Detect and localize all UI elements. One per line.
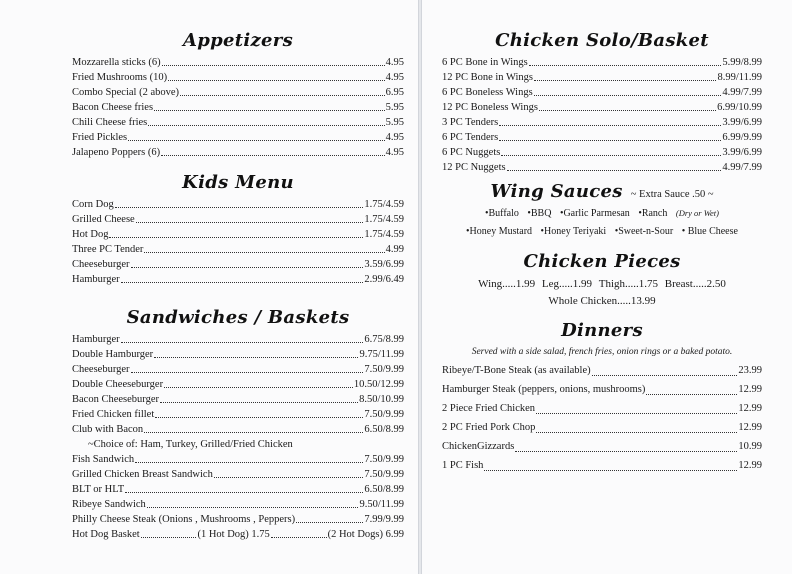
menu-item-price: 1.75/4.59 [364,199,404,210]
menu-item-name: Cheeseburger [72,364,130,375]
piece-price: Breast.....2.50 [664,278,726,290]
menu-item-price: 6.75/8.99 [364,334,404,345]
leader-dots [161,155,385,156]
menu-item-price: 5.95 [385,117,404,128]
leader-dots [499,140,721,141]
leader-dots [109,237,363,238]
menu-item-name: Three PC Tender [72,244,144,255]
menu-item-name: Double Cheeseburger [72,379,164,390]
menu-item-row [72,257,404,272]
menu-item-row [72,482,404,497]
menu-item-row [442,100,762,115]
menu-item-row [72,452,404,467]
leader-dots [296,522,363,523]
piece-price: Wing.....1.99 [478,278,536,290]
menu-item-price: 1.75/4.59 [364,214,404,225]
leader-dots [539,110,716,111]
leader-dots [529,65,722,66]
menu-item-name: Hamburger [72,334,120,345]
menu-item-name: 3 PC Tenders [442,117,499,128]
menu-item-row [442,70,762,85]
menu-item-name: Club with Bacon [72,424,144,435]
sandwiches-heading: Sandwiches / Baskets [126,307,350,328]
menu-item-row [72,332,404,347]
menu-item-name: 2 PC Fried Pork Chop [442,422,536,433]
leader-dots [499,125,721,126]
menu-item-row [72,497,404,512]
menu-item-row [442,456,762,475]
menu-item-price: 6.50/8.99 [364,424,404,435]
leader-dots [121,282,364,283]
menu-item-name: 6 PC Tenders [442,132,499,143]
sauce-line-1 [442,204,762,223]
menu-item-row [72,467,404,482]
menu-item-price: 12.99 [738,422,762,433]
menu-item-name: Fried Pickles [72,132,128,143]
leader-dots [534,80,716,81]
menu-item-name: Chili Cheese fries [72,117,148,128]
menu-item-name: Hamburger Steak (peppers, onions, mushrooms) [442,384,646,395]
appetizers-list [72,55,404,160]
menu-item-row [72,145,404,160]
menu-item-name: Bacon Cheese fries [72,102,154,113]
leader-dots [592,375,738,376]
leader-dots [507,170,722,171]
menu-item-price: 8.99/11.99 [717,72,762,83]
leader-dots [115,207,364,208]
sandwiches-list-b [72,452,404,527]
menu-item-price: 3.59/6.99 [364,259,404,270]
sauce-item: • Blue Cheese [681,226,738,237]
menu-item-price: 2.99/6.49 [364,274,404,285]
dinners-subtitle: Served with a side salad, french fries, onion rings or a baked potato. [471,347,733,357]
menu-item-price: 4.95 [385,147,404,158]
menu-item-name: Jalapeno Poppers (6) [72,147,161,158]
menu-item-name: Fish Sandwich [72,454,135,465]
menu-item-price: 6.99/9.99 [722,132,762,143]
leader-dots [131,372,364,373]
menu-item-row [442,145,762,160]
menu-item-row [442,85,762,100]
chicken-pieces-heading: Chicken Pieces [523,251,681,272]
kids-menu-list [72,197,404,287]
menu-item-name: Fried Chicken fillet [72,409,155,420]
menu-item-row [442,55,762,70]
menu-item-row [72,392,404,407]
menu-item-row [442,160,762,175]
menu-item-price: 5.99/8.99 [722,57,762,68]
leader-dots [135,462,363,463]
menu-item-price: 7.50/9.99 [364,409,404,420]
menu-item-price: 4.95 [385,57,404,68]
sauce-item: •BBQ [527,208,552,219]
wing-sauces-header [442,181,762,202]
sandwich-choice-note: ~Choice of: Ham, Turkey, Grilled/Fried Chicken [88,439,293,450]
sauce-item: •Ranch [638,208,668,219]
leader-dots [136,222,364,223]
leader-dots [164,387,353,388]
sauce-item: •Garlic Parmesan [559,208,630,219]
leader-dots [501,155,721,156]
chicken-solo-list [442,55,762,175]
sauce-line-2 [442,223,762,241]
menu-item-name: 2 Piece Fried Chicken [442,403,536,414]
menu-item-name: Hamburger [72,274,120,285]
menu-item-name: Grilled Cheese [72,214,135,225]
menu-item-price: (2 Hot Dogs) 6.99 [327,529,405,540]
menu-item-row [72,422,404,437]
menu-item-row [442,361,762,380]
leader-dots [148,125,384,126]
leader-dots [162,65,385,66]
leader-dots [154,357,358,358]
chicken-pieces-line-1 [442,276,762,293]
leader-dots [154,110,385,111]
menu-item-price: 9.75/11.99 [359,349,404,360]
menu-item-name: 12 PC Bone in Wings [442,72,533,83]
menu-item-price: 4.95 [385,132,404,143]
menu-item-price: 5.95 [385,102,404,113]
chicken-solo-heading: Chicken Solo/Basket [495,30,709,51]
leader-dots [180,95,385,96]
menu-item-name: 1 PC Fish [442,460,484,471]
menu-item-price: 4.99 [385,244,404,255]
leader-dots [155,417,363,418]
menu-item-name: Double Hamburger [72,349,154,360]
leader-dots [144,252,384,253]
menu-item-name: BLT or HLT [72,484,125,495]
menu-item-row [72,347,404,362]
menu-item-name: Ribeye/T-Bone Steak (as available) [442,365,591,376]
menu-item-row [442,418,762,437]
leader-dots [646,394,737,395]
leader-dots [271,537,327,538]
extra-sauce-note: ~ Extra Sauce .50 ~ [630,189,714,200]
menu-item-price: 4.99/7.99 [722,162,762,173]
menu-item-name: Mozzarella sticks (6) [72,57,161,68]
menu-item-price: 10.50/12.99 [353,379,404,390]
menu-item-name: Fried Mushrooms (10) [72,72,168,83]
menu-item-row [442,437,762,456]
leader-dots [128,140,385,141]
leader-dots [125,492,363,493]
menu-item-price: 7.50/9.99 [364,454,404,465]
menu-item-name: Hot Dog [72,229,109,240]
sauce-item: •Sweet-n-Sour [614,226,674,237]
whole-chicken-line: Whole Chicken.....13.99 [548,295,656,307]
menu-item-row [72,197,404,212]
sauce-item: •Honey Teriyaki [540,226,607,237]
menu-item-name: Cheeseburger [72,259,130,270]
leader-dots [141,537,197,538]
leader-dots [121,342,364,343]
leader-dots [534,95,722,96]
menu-item-row [442,399,762,418]
menu-item-price: 23.99 [738,365,762,376]
kids-menu-heading: Kids Menu [182,172,294,193]
menu-item-row [72,227,404,242]
menu-item-row [72,115,404,130]
menu-item-row [442,115,762,130]
menu-item-price: (1 Hot Dog) 1.75 [197,529,270,540]
menu-item-price: 1.75/4.59 [364,229,404,240]
menu-item-price: 3.99/6.99 [722,117,762,128]
menu-item-price: 6.50/8.99 [364,484,404,495]
menu-item-price: 7.99/9.99 [364,514,404,525]
menu-item-price: 6.99/10.99 [717,102,762,113]
menu-item-name: Corn Dog [72,199,114,210]
menu-item-row [72,362,404,377]
leader-dots [214,477,363,478]
menu-item-price: 8.50/10.99 [359,394,404,405]
wing-sauces-heading: Wing Sauces [490,181,623,202]
leader-dots [515,451,737,452]
menu-item-name: 6 PC Boneless Wings [442,87,533,98]
sandwiches-list-a [72,332,404,437]
menu-item-row [442,130,762,145]
menu-item-row [72,407,404,422]
leader-dots [484,470,737,471]
sauce-item: •Buffalo [485,208,519,219]
menu-item-price: 7.50/9.99 [364,469,404,480]
ranch-note: (Dry or Wet) [675,208,719,218]
menu-item-row [442,380,762,399]
menu-item-row [72,55,404,70]
menu-item-price: 4.95 [385,72,404,83]
menu-item-price: 12.99 [738,384,762,395]
piece-price: Thigh.....1.75 [598,278,659,290]
menu-item-row [72,212,404,227]
menu-item-price: 10.99 [738,441,762,452]
menu-item-name: 12 PC Nuggets [442,162,506,173]
leader-dots [168,80,385,81]
leader-dots [536,432,737,433]
menu-item-row [72,242,404,257]
menu-item-row [72,100,404,115]
dinners-heading: Dinners [561,320,643,341]
sauce-item: •Honey Mustard [466,226,533,237]
menu-item-row [72,70,404,85]
menu-item-price: 3.99/6.99 [722,147,762,158]
menu-item-price: 7.50/9.99 [364,364,404,375]
menu-item-price: 4.99/7.99 [722,87,762,98]
menu-item-name: Bacon Cheeseburger [72,394,159,405]
leader-dots [131,267,364,268]
menu-item-name: 6 PC Bone in Wings [442,57,528,68]
menu-item-name: 12 PC Boneless Wings [442,102,538,113]
leader-dots [536,413,737,414]
menu-item-row [72,85,404,100]
leader-dots [147,507,359,508]
appetizers-heading: Appetizers [182,30,294,51]
menu-item-name: Philly Cheese Steak (Onions , Mushrooms , Peppers) [72,514,296,525]
menu-item-row [72,130,404,145]
dinners-list [442,361,762,475]
menu-item-row [72,527,404,542]
menu-item-name: Combo Special (2 above) [72,87,180,98]
leader-dots [160,402,358,403]
menu-item-name: Grilled Chicken Breast Sandwich [72,469,213,480]
menu-item-row [72,512,404,527]
menu-item-name: 6 PC Nuggets [442,147,501,158]
piece-price: Leg.....1.99 [541,278,592,290]
menu-item-price: 6.95 [385,87,404,98]
menu-item-row [72,377,404,392]
menu-item-name: Ribeye Sandwich [72,499,146,510]
leader-dots [144,432,363,433]
menu-item-row [72,272,404,287]
menu-right-page [422,0,792,574]
menu-item-price: 12.99 [738,403,762,414]
menu-item-price: 9.50/11.99 [359,499,404,510]
menu-item-price: 12.99 [738,460,762,471]
menu-item-name: Hot Dog Basket [72,529,140,540]
menu-item-name: ChickenGizzards [442,441,515,452]
